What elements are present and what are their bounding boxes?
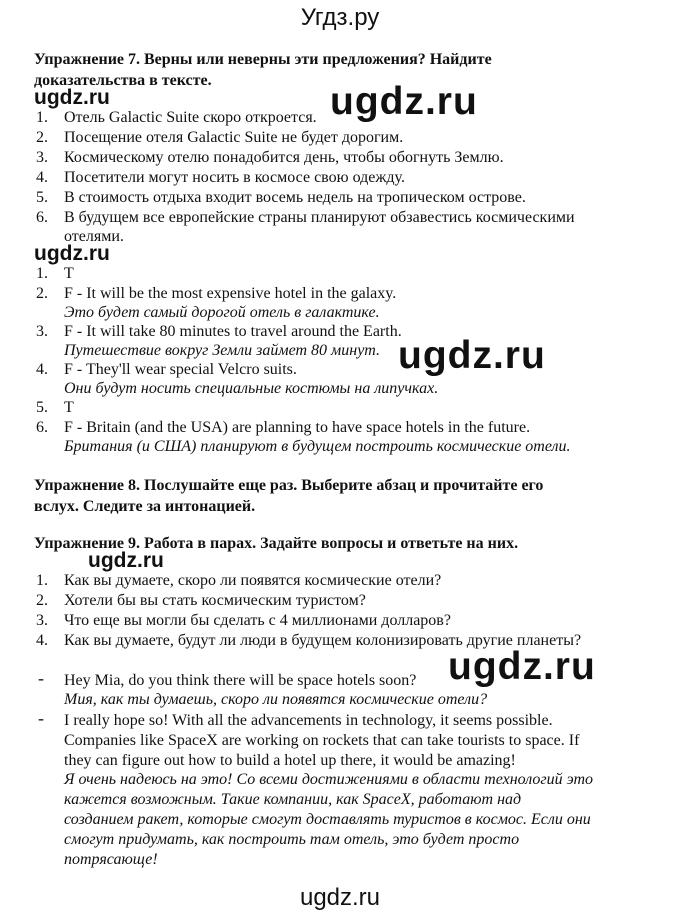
watermark-large: ugdz.ru — [398, 334, 546, 377]
question-number: 3. — [36, 612, 48, 629]
statement-text: В стоимость отдыха входит восемь недель на тропическом острове. — [64, 189, 526, 206]
answer-text: F - They'll wear special Velcro suits. — [64, 361, 297, 378]
answer-text: F - It will take 80 minutes to travel around the Earth. — [64, 323, 402, 340]
dialogue-translation: Я очень надеюсь на это! Со всеми достижениями в области технологий это — [64, 771, 594, 788]
statement-number: 6. — [36, 209, 48, 226]
dialogue-translation: Мия, как ты думаешь, скоро ли появятся космические отели? — [64, 691, 488, 708]
exercise-7-heading: Упражнение 7. Верны или неверны эти предложения? Найдите — [34, 51, 492, 68]
statement-number: 3. — [36, 149, 48, 166]
statement-text: Космическому отелю понадобится день, чтобы обогнуть Землю. — [64, 149, 504, 166]
answer-translation: Это будет самый дорогой отель в галактике. — [64, 304, 380, 321]
watermark-large: ugdz.ru — [330, 80, 478, 123]
answer-number: 6. — [36, 419, 48, 436]
question-number: 2. — [36, 592, 48, 609]
site-footer: ugdz.ru — [299, 884, 381, 911]
statement-text: Отель Galactic Suite скоро откроется. — [64, 109, 317, 126]
statement-text: Посетители могут носить в космосе свою одежду. — [64, 169, 405, 186]
answer-number: 1. — [36, 265, 48, 282]
statement-text: В будущем все европейские страны планируют обзавестись космическими — [64, 209, 575, 226]
answer-text: T — [64, 399, 74, 416]
exercise-8-heading: Упражнение 8. Послушайте еще раз. Выберите абзац и прочитайте его — [34, 477, 544, 494]
exercise-8-heading-cont: вслух. Следите за интонацией. — [34, 498, 256, 515]
dialogue-english: they can figure out how to build a hotel up there, it would be amazing! — [64, 752, 516, 769]
question-number: 4. — [36, 632, 48, 649]
question-text: Как вы думаете, скоро ли появятся космические отели? — [64, 572, 442, 589]
answer-number: 5. — [36, 399, 48, 416]
question-number: 1. — [36, 572, 48, 589]
answer-translation: Они будут носить специальные костюмы на липучках. — [64, 380, 439, 397]
answer-translation: Путешествие вокруг Земли займет 80 минут. — [64, 342, 381, 359]
watermark-small: ugdz.ru — [34, 242, 110, 265]
answer-text: F - Britain (and the USA) are planning to have space hotels in the future. — [64, 419, 531, 436]
watermark-small: ugdz.ru — [88, 549, 164, 572]
watermark-large: ugdz.ru — [448, 645, 596, 688]
dialogue-english: I really hope so! With all the advancements in technology, it seems possible. — [64, 712, 553, 729]
statement-number: 4. — [36, 169, 48, 186]
exercise-7-heading-cont: доказательства в тексте. — [34, 72, 212, 89]
answer-text: F - It will be the most expensive hotel in the galaxy. — [64, 285, 397, 302]
statement-text-cont: отелями. — [64, 228, 124, 245]
statement-number: 2. — [36, 129, 48, 146]
answer-text: T — [64, 265, 74, 282]
question-text: Как вы думаете, будут ли люди в будущем колонизировать другие планеты? — [64, 632, 582, 649]
dialogue-dash-marker: - — [38, 708, 44, 728]
dialogue-translation: потрясающе! — [64, 851, 158, 868]
statement-number: 5. — [36, 189, 48, 206]
answer-number: 4. — [36, 361, 48, 378]
exercise-9-heading: Упражнение 9. Работа в парах. Задайте вопросы и ответьте на них. — [34, 535, 519, 552]
dialogue-translation: созданием ракет, которые смогут доставлять туристов в космос. Если они — [64, 811, 591, 828]
site-header: Угдз.ру — [300, 4, 380, 31]
question-text: Что еще вы могли бы сделать с 4 миллионами долларов? — [64, 612, 451, 629]
dialogue-dash-marker: - — [38, 668, 44, 688]
statement-text: Посещение отеля Galactic Suite не будет дорогим. — [64, 129, 404, 146]
question-text: Хотели бы вы стать космическим туристом? — [64, 592, 366, 609]
watermark-small: ugdz.ru — [34, 86, 110, 109]
answer-number: 3. — [36, 323, 48, 340]
dialogue-translation: смогут придумать, как построить там отель, это будет просто — [64, 831, 520, 848]
answer-translation: Британия (и США) планируют в будущем построить космические отели. — [64, 438, 571, 455]
dialogue-english: Hey Mia, do you think there will be space hotels soon? — [64, 672, 417, 689]
dialogue-english: Companies like SpaceX are working on rockets that can take tourists to space. If — [64, 732, 580, 749]
statement-number: 1. — [36, 109, 48, 126]
dialogue-translation: кажется возможным. Такие компании, как SpaceX, работают над — [64, 791, 522, 808]
answer-number: 2. — [36, 285, 48, 302]
